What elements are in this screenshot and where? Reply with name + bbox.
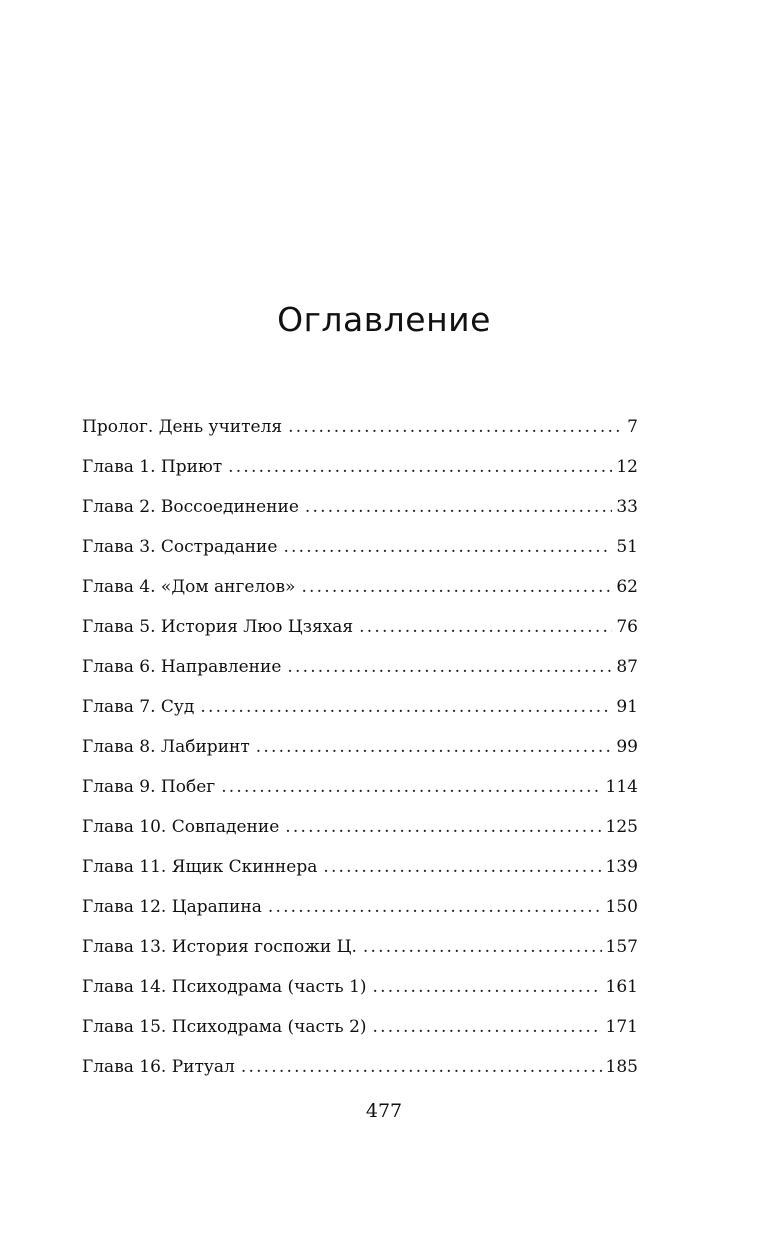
toc-entry[interactable] bbox=[82, 692, 638, 732]
toc-entry-title: Глава 1. Приют bbox=[82, 457, 223, 477]
toc-entry[interactable] bbox=[82, 852, 638, 892]
toc-entry-title: Глава 13. История госпожи Ц. bbox=[82, 937, 357, 957]
dot-leader bbox=[363, 932, 602, 962]
toc-entry-title: Глава 12. Царапина bbox=[82, 897, 262, 917]
toc-entry[interactable] bbox=[82, 772, 638, 812]
toc-entry-page: 99 bbox=[616, 737, 638, 757]
dot-leader bbox=[288, 412, 623, 442]
toc-entry-title: Глава 16. Ритуал bbox=[82, 1057, 235, 1077]
toc-entry-page: 76 bbox=[616, 617, 638, 637]
toc-entry[interactable] bbox=[82, 1012, 638, 1052]
table-of-contents bbox=[82, 412, 638, 1092]
dot-leader bbox=[221, 772, 601, 802]
toc-entry[interactable] bbox=[82, 572, 638, 612]
toc-entry-page: 33 bbox=[616, 497, 638, 517]
toc-entry-page: 51 bbox=[616, 537, 638, 557]
dot-leader bbox=[228, 452, 612, 482]
dot-leader bbox=[285, 812, 601, 842]
toc-entry-page: 161 bbox=[605, 977, 638, 997]
dot-leader bbox=[373, 972, 602, 1002]
toc-entry-title: Глава 8. Лабиринт bbox=[82, 737, 250, 757]
dot-leader bbox=[241, 1052, 602, 1082]
toc-entry-page: 150 bbox=[605, 897, 638, 917]
toc-entry-title: Глава 14. Психодрама (часть 1) bbox=[82, 977, 367, 997]
page-number: 477 bbox=[365, 1100, 403, 1122]
toc-entry[interactable] bbox=[82, 972, 638, 1012]
toc-entry-page: 185 bbox=[605, 1057, 638, 1077]
toc-entry[interactable] bbox=[82, 892, 638, 932]
toc-entry-title: Пролог. День учителя bbox=[82, 417, 283, 437]
toc-entry-title: Глава 4. «Дом ангелов» bbox=[82, 577, 296, 597]
toc-entry-title: Глава 5. История Люо Цзяхая bbox=[82, 617, 354, 637]
toc-entry[interactable] bbox=[82, 452, 638, 492]
toc-entry-title: Глава 2. Воссоединение bbox=[82, 497, 299, 517]
dot-leader bbox=[301, 572, 612, 602]
toc-entry-title: Глава 7. Суд bbox=[82, 697, 195, 717]
page-title: Оглавление bbox=[277, 300, 491, 339]
toc-entry[interactable] bbox=[82, 732, 638, 772]
dot-leader bbox=[287, 652, 612, 682]
toc-entry-page: 62 bbox=[616, 577, 638, 597]
toc-entry-page: 91 bbox=[616, 697, 638, 717]
dot-leader bbox=[283, 532, 612, 562]
toc-entry-page: 87 bbox=[616, 657, 638, 677]
toc-entry-page: 125 bbox=[605, 817, 638, 837]
toc-entry-page: 171 bbox=[605, 1017, 638, 1037]
toc-entry-title: Глава 10. Совпадение bbox=[82, 817, 280, 837]
toc-entry-title: Глава 3. Сострадание bbox=[82, 537, 278, 557]
dot-leader bbox=[359, 612, 612, 642]
dot-leader bbox=[256, 732, 613, 762]
toc-entry-page: 139 bbox=[605, 857, 638, 877]
toc-entry-page: 157 bbox=[605, 937, 638, 957]
toc-entry-title: Глава 11. Ящик Скиннера bbox=[82, 857, 318, 877]
toc-entry-title: Глава 6. Направление bbox=[82, 657, 282, 677]
toc-entry[interactable] bbox=[82, 492, 638, 532]
dot-leader bbox=[268, 892, 602, 922]
toc-entry[interactable] bbox=[82, 612, 638, 652]
toc-entry[interactable] bbox=[82, 532, 638, 572]
dot-leader bbox=[373, 1012, 602, 1042]
dot-leader bbox=[305, 492, 612, 522]
toc-entry-page: 7 bbox=[627, 417, 638, 437]
toc-entry[interactable] bbox=[82, 652, 638, 692]
toc-entry[interactable] bbox=[82, 412, 638, 452]
toc-entry[interactable] bbox=[82, 932, 638, 972]
dot-leader bbox=[200, 692, 612, 722]
dot-leader bbox=[323, 852, 601, 882]
toc-entry-title: Глава 9. Побег bbox=[82, 777, 216, 797]
toc-entry[interactable] bbox=[82, 1052, 638, 1092]
toc-entry-page: 12 bbox=[616, 457, 638, 477]
toc-entry-page: 114 bbox=[605, 777, 638, 797]
toc-entry[interactable] bbox=[82, 812, 638, 852]
toc-entry-title: Глава 15. Психодрама (часть 2) bbox=[82, 1017, 367, 1037]
